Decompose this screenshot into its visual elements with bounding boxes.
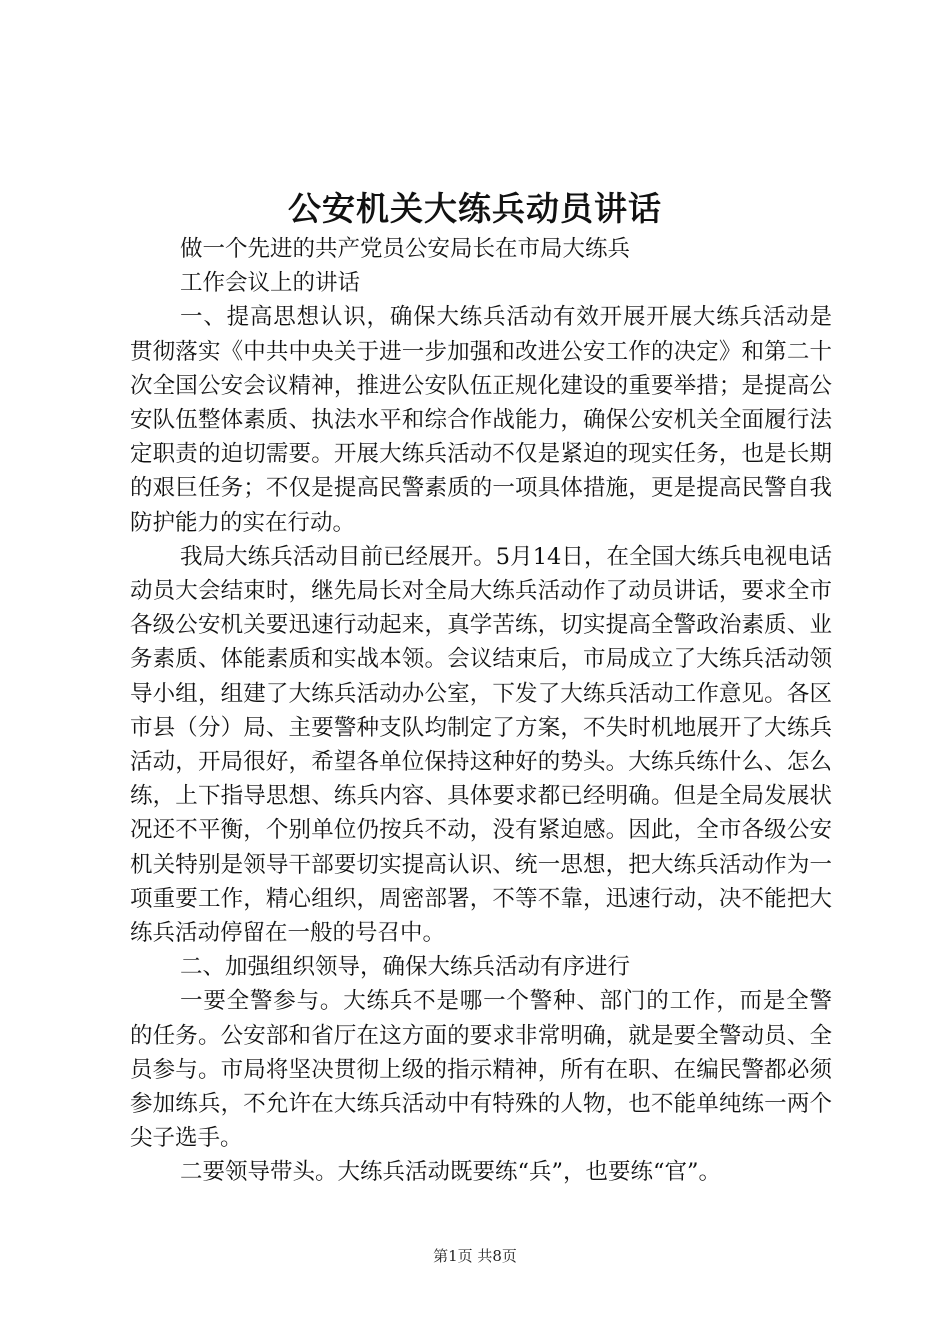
paragraph-progress: 我局大练兵活动目前已经展开。5月14日，在全国大练兵电视电话动员大会结束时，继先局长对全局大练兵活动作了动员讲话，要求全市各级公安机关要迅速行动起来，真学苦练，切实提高全警政治素质、业务素质、体能素质和实战本领。会议结束后，市局成立了大练兵活动领导小组，组建了大练兵活动办公室，下发了大练兵活动工作意见。各区市县（分）局、主要警种支队均制定了方案，不失时机地展开了大练兵活动，开局很好，希望各单位保持这种好的势头。大练兵练什么、怎么练，上下指导思想、练兵内容、具体要求都已经明确。但是全局发展状况还不平衡，个别单位仍按兵不动，没有紧迫感。因此，全市各级公安机关特别是领导干部要切实提高认识、统一思想，把大练兵活动作为一项重要工作，精心组织，周密部署，不等不靠，迅速行动，决不能把大练兵活动停留在一般的号召中。 [130,543,832,947]
subtitle-line-1: 做一个先进的共产党员公安局长在市局大练兵 [180,236,631,262]
paragraph-section-one: 一、提高思想认识，确保大练兵活动有效开展开展大练兵活动是贯彻落实《中共中央关于进一步加强和改进公安工作的决定》和第二十次全国公安会议精神，推进公安队伍正规化建设的重要举措；是提高公安队伍整体素质、执法水平和综合作战能力，确保公安机关全面履行法定职责的迫切需要。开展大练兵活动不仅是紧迫的现实任务，也是长期的艰巨任务；不仅是提高民警素质的一项具体措施，更是提高民警自我防护能力的实在行动。 [130,304,832,536]
section-heading-two: 二、加强组织领导，确保大练兵活动有序进行 [180,954,631,981]
paragraph-full-participation: 一要全警参与。大练兵不是哪一个警种、部门的工作，而是全警的任务。公安部和省厅在这方面的要求非常明确，就是要全警动员、全员参与。市局将坚决贯彻上级的指示精神，所有在职、在编民警都必须参加练兵，不允许在大练兵活动中有特殊的人物，也不能单纯练一两个尖子选手。 [130,988,832,1152]
document-body [130,232,832,1190]
subtitle-line-2: 工作会议上的讲话 [180,270,361,297]
document-title: 公安机关大练兵动员讲话 [288,189,662,228]
paragraph-leadership: 二要领导带头。大练兵活动既要练“兵”，也要练“官”。 [180,1159,722,1186]
page-footer: 第1页 共8页 [433,1247,517,1265]
